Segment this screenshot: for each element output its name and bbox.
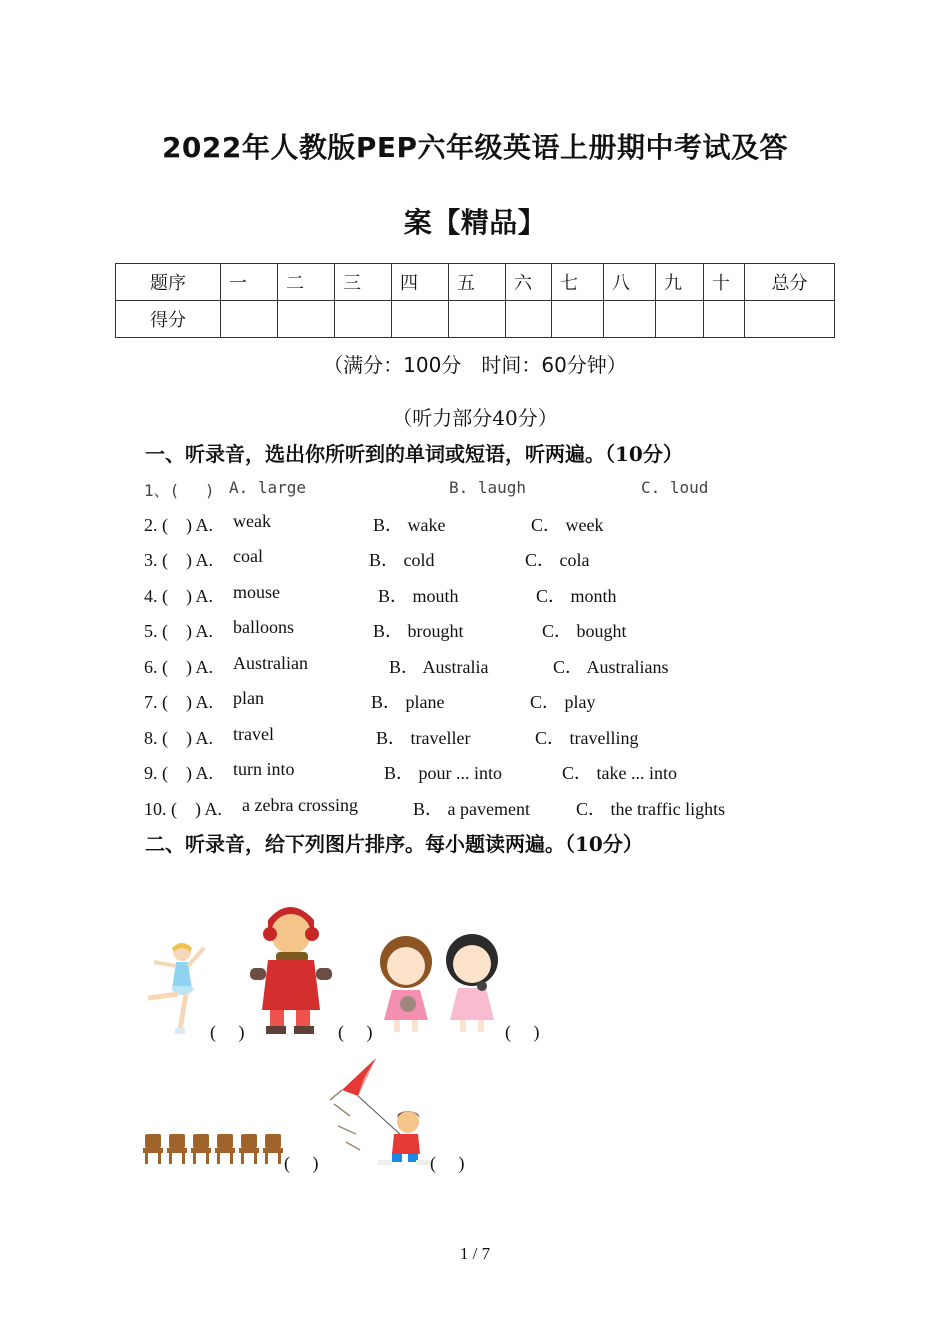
option-a: A. large [229,478,307,497]
score-table-header-row [116,264,835,301]
option-a: a zebra crossing [242,795,358,815]
answer-blank-5[interactable]: ( ) [430,1153,465,1173]
score-cell[interactable] [704,301,745,338]
option-a: weak [233,511,271,531]
score-cell[interactable] [278,301,335,338]
score-cell[interactable] [221,301,278,338]
option-b: B． brought [373,621,464,641]
option-c: C． month [536,586,617,606]
option-a: plan [233,688,264,708]
listening-part-label: （听力部分40分） [392,406,558,430]
option-b: B． plane [371,692,445,712]
option-b: B． wake [373,515,446,535]
option-b: B． a pavement [413,799,530,819]
answer-blank-3[interactable]: ( ) [505,1022,540,1042]
question-number: 10. ( ) A. [144,799,222,819]
section1-heading: 一、听录音，选出你所听到的单词或短语，听两遍。（10分） [145,442,683,466]
score-header-cell: 十 [704,264,745,301]
answer-blank-2[interactable]: ( ) [338,1022,373,1042]
option-c: C. loud [641,478,709,497]
score-row-label: 得分 [116,301,221,338]
question-number: 5. ( ) A. [144,621,213,641]
singing-girls-picture [374,934,504,1036]
option-b: B． cold [369,550,435,570]
question-number: 2. ( ) A. [144,515,213,535]
option-a: Australian [233,653,308,673]
option-c: C． take ... into [562,763,677,783]
page-number: 1 / 7 [459,1244,491,1263]
option-a: turn into [233,759,295,779]
score-cell[interactable] [656,301,704,338]
chairs-picture [143,1132,285,1166]
score-cell[interactable] [335,301,392,338]
option-c: C． play [530,692,596,712]
option-c: C． Australians [553,657,669,677]
score-cell[interactable] [552,301,604,338]
score-header-cell: 总分 [745,264,835,301]
option-c: C． bought [542,621,627,641]
question-number: 9. ( ) A. [144,763,213,783]
score-cell[interactable] [604,301,656,338]
winter-boy-picture [246,898,336,1036]
exam-meta: （满分：100分 时间：60分钟） [323,353,627,377]
option-b: B． Australia [389,657,489,677]
score-header-cell: 八 [604,264,656,301]
score-cell[interactable] [449,301,506,338]
answer-blank-1[interactable]: ( ) [210,1022,245,1042]
question-number: 8. ( ) A. [144,728,213,748]
score-header-cell: 三 [335,264,392,301]
question-number: 3. ( ) A. [144,550,213,570]
score-header-cell: 六 [506,264,552,301]
option-b: B． traveller [376,728,471,748]
question-number: 4. ( ) A. [144,586,213,606]
answer-blank-4[interactable]: ( ) [284,1153,319,1173]
option-b: B． pour ... into [384,763,503,783]
option-c: C． the traffic lights [576,799,726,819]
score-header-cell: 题序 [116,264,221,301]
option-b: B． mouth [378,586,459,606]
section2-heading: 二、听录音，给下列图片排序。每小题读两遍。（10分） [145,832,643,856]
question-number: 6. ( ) A. [144,657,213,677]
document-title-line1: 2022年人教版PEP六年级英语上册期中考试及答 [161,131,789,164]
option-c: C． cola [525,550,590,570]
option-a: coal [233,546,263,566]
question-number: 1、( ) [144,481,215,500]
score-header-cell: 九 [656,264,704,301]
score-table-score-row [116,301,835,338]
score-header-cell: 一 [221,264,278,301]
option-c: C． week [531,515,604,535]
option-b: B. laugh [449,478,527,497]
score-header-cell: 四 [392,264,449,301]
score-header-cell: 五 [449,264,506,301]
kite-boy-picture [320,1056,432,1168]
option-a: travel [233,724,274,744]
score-header-cell: 七 [552,264,604,301]
score-header-cell: 二 [278,264,335,301]
score-cell[interactable] [506,301,552,338]
option-a: balloons [233,617,294,637]
skater-picture [142,938,208,1036]
score-table [115,263,835,338]
option-a: mouse [233,582,280,602]
score-cell[interactable] [745,301,835,338]
document-title-line2: 案【精品】 [403,206,547,239]
question-number: 7. ( ) A. [144,692,213,712]
option-c: C． travelling [535,728,639,748]
score-cell[interactable] [392,301,449,338]
